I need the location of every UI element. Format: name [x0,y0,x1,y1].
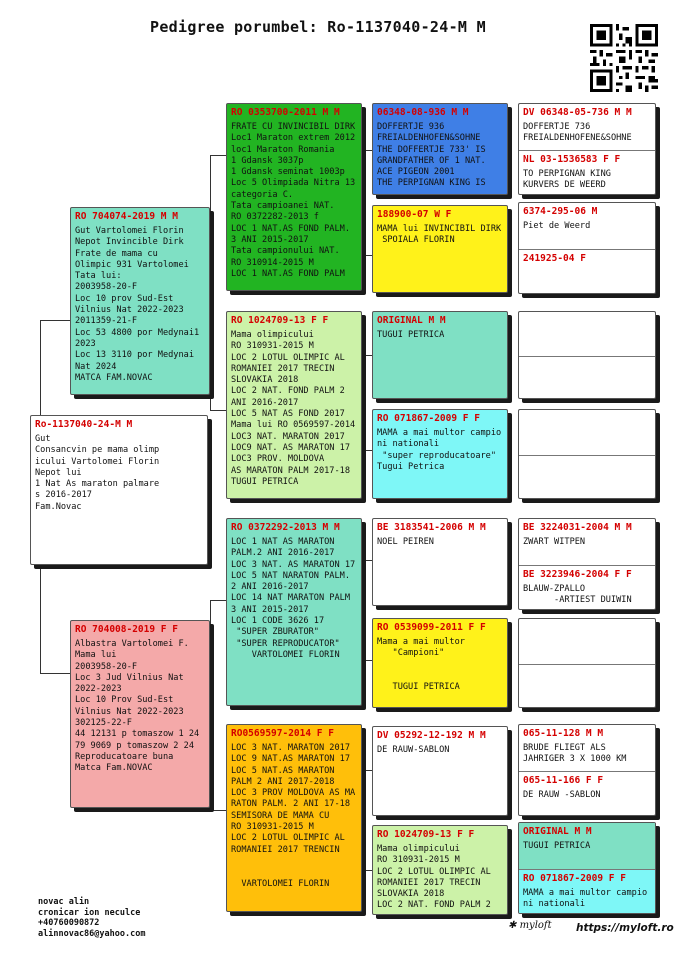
gen4-pair-card[interactable] [518,103,656,195]
connector [364,660,372,661]
gen2-ring: RO0569597-2014 F F [231,728,334,739]
gen3-ring: RO 1024709-13 F F [377,829,475,840]
gen3-card[interactable] [372,311,508,399]
gen3-notes: NOEL PEIREN [377,537,434,547]
connector [364,770,372,771]
gen4-ring: NL 03-1536583 F F [523,154,621,165]
connector [210,155,211,410]
connector [210,155,226,156]
connector [364,870,372,871]
gen3-notes: MAMA a mai multor campio ni nationali "super reproducatoare" Tugui Petrica [377,428,502,472]
gen4-ring: 065-11-166 F F [523,775,604,786]
gen4-pair-card[interactable] [518,311,656,399]
dam-notes: Albastra Vartolomei F. Mama lui 2003958-20-F Loc 3 Jud Vilnius Nat 2022-2023 Loc 10 Prov Sud-Est Vilnius Nat 2022-2023 302125-22-F 44 12131 p tomaszow 1 24 79 9069 p tomaszow 2 24 Reproducatoare buna Matca Fam.NOVAC [75,639,200,774]
gen4-notes: TUGUI PETRICA [523,841,591,851]
gen4-notes: Piet de Weerd [523,221,591,231]
myloft-logo [508,920,552,931]
gen4-ring: BE 3224031-2004 M M [523,522,632,533]
gen4-pair-card[interactable] [518,202,656,294]
gen3-card[interactable] [372,726,508,816]
sire-ring: RO 704074-2019 M M [75,211,178,222]
qr-code-icon [590,24,658,92]
gen2-notes: LOC 3 NAT. MARATON 2017 LOC 9 NAT.AS MARATON 17 LOC 5 NAT.AS MARATON PALM 2 ANI 2017-2018 LOC 3 PROV MOLDOVA AS MA RATON PALM. 2 ANI 17-18 SEMISORA DE MAMA CU RO 310931-2015 M LOC 2 LOTUL OLIMPIC AL ROMANIEI 2017 TRENCIN VARTOLOMEI FLORIN [231,743,356,889]
pigeon-icon: ✱ [508,920,517,931]
connector [364,450,372,451]
connector [364,150,372,151]
gen2-ring: RO 1024709-13 F F [231,315,329,326]
gen4-notes: DOFFERTJE 736 FREIALDENHOFENE&SOHNE [523,122,632,144]
gen3-ring: RO 071867-2009 F F [377,413,480,424]
dam-ring: RO 704008-2019 F F [75,624,178,635]
connector [364,255,372,256]
sire-card[interactable] [70,207,210,395]
subject-ring: Ro-1137040-24-M M [35,419,133,430]
gen3-card[interactable] [372,409,508,499]
gen3-ring: DV 05292-12-192 M M [377,730,486,741]
gen3-notes: Mama a mai multor "Campioni" TUGUI PETRICA [377,637,465,693]
gen4-pair-card[interactable] [518,518,656,610]
connector [40,320,70,321]
subject-notes: Gut Consancvin pe mama olimp icului Vartolomei Florin Nepot lui 1 Nat As maraton palmare s 2016-2017 Fam.Novac [35,434,160,512]
gen4-notes: BLAUW-ZPALLO -ARTIEST DUIWIN [523,584,632,606]
gen4-pair-card[interactable] [518,409,656,499]
gen4-pair-card[interactable] [518,724,656,816]
connector [210,600,211,810]
connector [210,600,226,601]
granddam-paternal-card[interactable] [226,311,362,499]
gen4-notes: BRUDE FLIEGT ALS JAHRIGER 3 X 1000 KM [523,743,627,765]
gen4-notes: TO PERPIGNAN KING KURVERS DE WEERD [523,169,611,191]
page-title: Pedigree porumbel: Ro-1137040-24-M M [150,18,486,36]
breeder-address: cronicar ion neculce [38,907,141,918]
sire-notes: Gut Vartolomei Florin Nepot Invincible Dirk Frate de mama cu Olimpic 931 Vartolomei Tata lui: 2003958-20-F Loc 10 prov Sud-Est Vilnius Nat 2022-2023 2011359-21-F Loc 53 4800 por Medynai1 2023 Loc 13 3110 por Medynai Nat 2024 MATCA FAM.NOVAC [75,226,200,383]
connector [40,320,41,415]
grandsire-paternal-card[interactable] [226,103,362,291]
subject-pigeon-card[interactable] [30,415,208,565]
breeder-contact [38,897,145,939]
gen4-ring: 241925-04 F [523,253,586,264]
gen4-ring: 6374-295-06 M [523,206,598,217]
gen3-card[interactable] [372,103,508,195]
gen3-card[interactable] [372,825,508,915]
gen3-ring: BE 3183541-2006 M M [377,522,486,533]
gen4-notes [519,266,655,268]
gen4-notes: DE RAUW -SABLON [523,790,601,800]
granddam-maternal-card[interactable] [226,724,362,912]
connector [40,565,41,673]
connector [364,355,372,356]
dam-card[interactable] [70,620,210,808]
gen2-notes: Mama olimpicului RO 310931-2015 M LOC 2 LOTUL OLIMPIC AL ROMANIEI 2017 TRECIN SLOVAKIA 2018 LOC 2 NAT. FOND PALM 2 ANI 2016-2017 LOC 5 NAT AS FOND 2017 Mama lui RO 0569597-2014 LOC3 NAT. MARATON 2017 LOC9 NAT. AS MARATON 17 LOC3 PROV. MOLDOVA AS MARATON PALM 2017-18 TUGUI PETRICA [231,330,356,487]
gen3-card[interactable] [372,518,508,606]
gen4-ring: ORIGINAL M M [523,826,592,837]
gen4-ring: BE 3223946-2004 F F [523,569,632,580]
gen3-notes: MAMA lui INVINCIBIL DIRK SPOIALA FLORIN [377,224,502,246]
gen4-ring: 065-11-128 M M [523,728,604,739]
gen4-pair-card[interactable] [518,822,656,914]
gen3-ring: ORIGINAL M M [377,315,446,326]
gen3-card[interactable] [372,618,508,708]
connector [210,410,226,411]
site-link[interactable]: https://myloft.ro [576,922,674,934]
gen3-notes: DE RAUW-SABLON [377,745,450,755]
breeder-name: novac alin [38,897,90,907]
gen2-notes: LOC 1 NAT AS MARATON PALM.2 ANI 2016-2017 LOC 3 NAT. AS MARATON 17 LOC 5 NAT NARATON PALM. 2 ANI 2016-2017 LOC 14 NAT MARATON PALM 3 ANI 2015-2017 LOC 1 CODE 3626 17 "SUPER ZBURATOR" "SUPER REPRODUCATOR" VARTOLOMEI FLORIN [231,537,356,660]
breeder-email: alinnovac86@yahoo.com [38,928,146,939]
gen3-notes: DOFFERTJE 936 FREIALDENHOFEN&SOHNE THE DOFFERTJE 733' IS GRANDFATHER OF 1 NAT. ACE PIGEON 2001 THE PERPIGNAN KING IS [377,122,486,189]
gen2-ring: RO 0372292-2013 M M [231,522,340,533]
gen3-ring: 06348-08-936 M M [377,107,469,118]
connector [210,810,226,811]
gen3-card[interactable] [372,205,508,293]
gen3-notes: TUGUI PETRICA [377,330,445,340]
gen2-notes: FRATE CU INVINCIBIL DIRK Loc1 Maraton extrem 2012 loc1 Maraton Romania 1 Gdansk 3037p 1 Gdansk seminat 1003p Loc 5 Olimpiada Nitra 13 categoria C. Tata campioanei NAT. RO 0372282-2013 f LOC 1 NAT.AS FOND PALM. 3 ANI 2015-2017 Tata campionului NAT. RO 310914-2015 M LOC 1 NAT.AS FOND PALM [231,122,356,279]
gen4-ring: DV 06348-05-736 M M [523,107,632,118]
gen2-ring: RO 0353700-2011 M M [231,107,340,118]
connector [364,560,372,561]
gen4-notes: MAMA a mai multor campio ni nationali [523,888,648,910]
gen4-pair-card[interactable] [518,618,656,708]
gen3-ring: 188900-07 W F [377,209,452,220]
gen4-notes: ZWART WITPEN [523,537,586,547]
breeder-phone: +40760090872 [38,918,100,928]
connector [40,673,70,674]
gen3-ring: RO 0539099-2011 F F [377,622,486,633]
grandsire-maternal-card[interactable] [226,518,362,706]
gen4-ring: RO 071867-2009 F F [523,873,626,884]
logo-text: myloft [519,920,552,931]
gen3-notes: Mama olimpicului RO 310931-2015 M LOC 2 LOTUL OLIMPIC AL ROMANIEI 2017 TRECIN SLOVAKIA 2018 LOC 2 NAT. FOND PALM 2 [377,844,491,911]
